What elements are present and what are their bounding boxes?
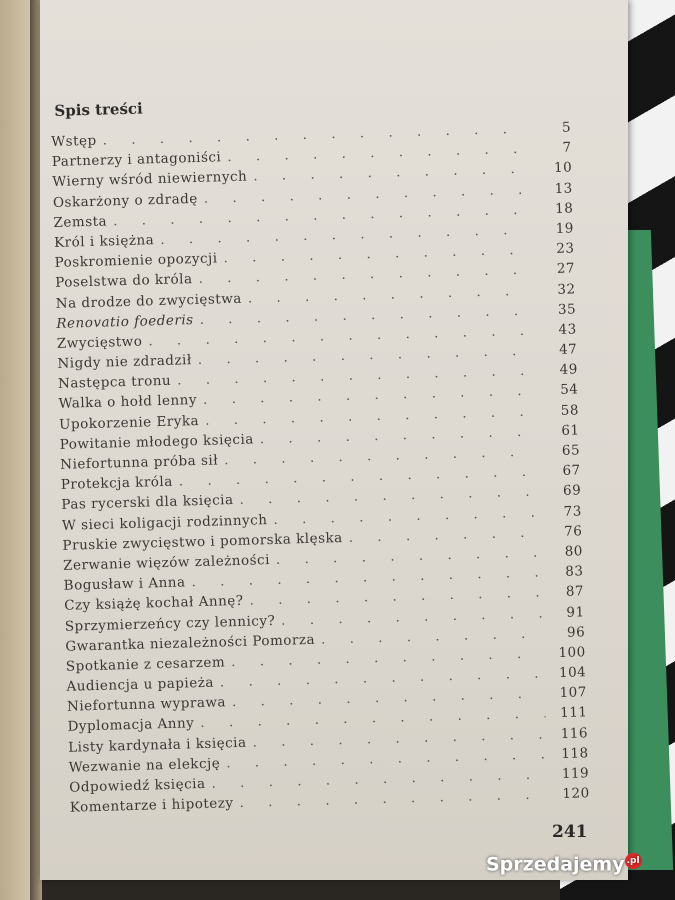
- toc-entry-page: 7: [562, 139, 572, 156]
- toc-entry-title: Audiencja u papieża: [66, 674, 215, 695]
- toc-entry-title: Gwarantka niezależności Pomorza: [65, 631, 316, 655]
- toc-entry-title: Poselstwa do króla: [55, 271, 193, 292]
- toc-entry-page: 100: [558, 644, 586, 661]
- toc-entry-page: 91: [566, 603, 585, 621]
- toc-entry-page: 47: [558, 341, 578, 358]
- toc-entry-title: Walka o hołd lenny: [58, 392, 198, 413]
- toc-entries: [51, 119, 590, 820]
- toc-entry-page: 96: [566, 623, 586, 641]
- toc-entry-page: 104: [558, 664, 587, 682]
- toc-entry-title: Komentarze i hipotezy: [69, 795, 234, 816]
- toc-entry-title: Sprzymierzeńcy czy lennicy?: [64, 612, 276, 635]
- toc-entry-page: 13: [554, 180, 573, 197]
- toc-entry-page: 116: [560, 724, 589, 742]
- toc-entry-page: 111: [559, 704, 588, 722]
- toc-title: Spis treści: [54, 99, 143, 120]
- toc-entry-title: Następca tronu: [57, 372, 172, 393]
- toc-entry-title: Powitanie młodego księcia: [59, 431, 255, 453]
- toc-entry-page: 5: [561, 119, 572, 136]
- toc-entry-title: Oskarżony o zdradę: [52, 190, 198, 211]
- toc-entry-page: 19: [555, 220, 575, 237]
- toc-entry-title: Niefortunna wyprawa: [66, 694, 227, 716]
- toc-entry-title: Zemsta: [53, 213, 108, 231]
- toc-entry-page: 80: [564, 543, 584, 560]
- toc-entry-title: Renovatio foederis: [56, 311, 194, 332]
- toc-entry-title: Na drodze do zwycięstwa: [55, 290, 243, 312]
- toc-entry-title: W sieci koligacji rodzinnych: [61, 511, 268, 534]
- book-page: [40, 0, 628, 880]
- toc-entry-title: Król i księżna: [53, 232, 155, 251]
- toc-entry-page: 76: [563, 523, 583, 540]
- toc-entry-page: 69: [562, 482, 582, 500]
- toc-entry-page: 67: [562, 462, 581, 480]
- toc-entry-title: Protekcja króla: [60, 473, 174, 494]
- toc-entry-page: 54: [560, 381, 579, 399]
- toc-entry-page: 87: [565, 583, 585, 601]
- toc-entry-title: Dyplomacja Anny: [67, 715, 195, 736]
- watermark: [486, 853, 642, 875]
- toc-entry-title: Listy kardynała i księcia: [67, 734, 247, 756]
- toc-entry-title: Wierny wśród niewiernych: [52, 168, 248, 191]
- toc-entry-title: Partnerzy i antagoniści: [51, 149, 222, 171]
- toc-entry-title: Odpowiedź księcia: [69, 775, 206, 796]
- toc-entry-page: 10: [553, 159, 573, 177]
- toc-entry-page: 119: [561, 765, 590, 782]
- toc-entry-title: Nigdy nie zdradził: [57, 352, 192, 372]
- toc-entry-title: Pas rycerski dla księcia: [61, 492, 234, 514]
- toc-entry-page: 73: [563, 502, 583, 520]
- toc-entry-page: 23: [556, 240, 575, 258]
- toc-entry-page: 49: [559, 361, 579, 379]
- toc-entry-title: Pruskie zwycięstwo i pomorska klęska: [62, 529, 343, 554]
- toc-entry-title: Wezwanie na elekcję: [68, 755, 221, 776]
- toc-entry-page: 83: [565, 563, 584, 580]
- toc-entry-title: Zwycięstwo: [56, 333, 143, 352]
- toc-entry-page: 118: [561, 745, 589, 762]
- toc-entry-page: 27: [556, 260, 576, 278]
- toc-entry-page: 43: [558, 321, 577, 338]
- toc-entry-page: 32: [557, 280, 576, 298]
- toc-entry-page: 35: [557, 301, 577, 318]
- table-of-contents: [50, 81, 590, 820]
- toc-entry-page: 61: [561, 422, 580, 439]
- toc-entry-title: Upokorzenie Eryka: [58, 412, 200, 433]
- toc-entry-page: 107: [559, 684, 588, 702]
- toc-entry-title: Poskromienie opozycji: [54, 250, 218, 272]
- watermark-suffix: .pl: [625, 853, 642, 869]
- toc-entry-page: 120: [562, 785, 590, 803]
- toc-entry-title: Spotkanie z cesarzem: [65, 654, 226, 675]
- toc-entry-title: Wstęp: [51, 132, 97, 150]
- toc-entry-page: 65: [561, 442, 581, 459]
- watermark-text: Sprzedajemy: [486, 853, 625, 876]
- toc-entry-title: Bogusław i Anna: [63, 574, 186, 594]
- toc-entry-title: Czy książę kochał Annę?: [64, 593, 244, 615]
- toc-entry-page: 18: [554, 200, 574, 217]
- toc-entry-title: Niefortunna próba sił: [60, 452, 219, 473]
- toc-entry-page: 58: [560, 401, 580, 419]
- toc-entry-title: Zerwanie więzów zależności: [62, 551, 271, 574]
- page-number: 241: [552, 822, 588, 842]
